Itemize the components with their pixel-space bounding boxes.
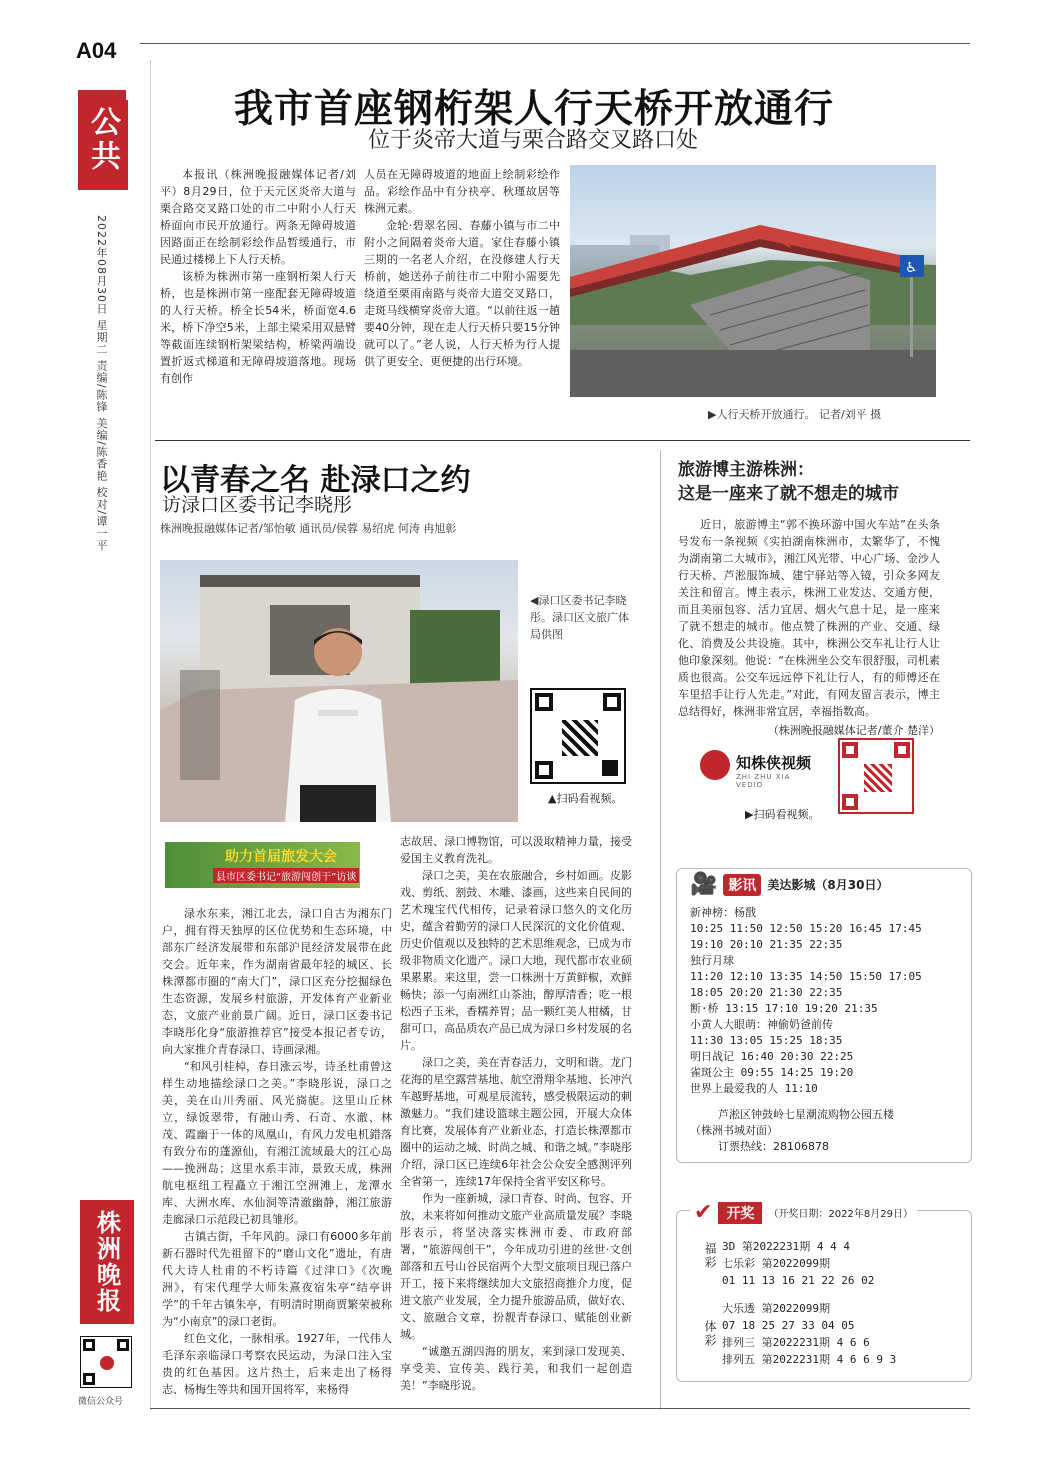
lottery-logo: 开奖 bbox=[718, 1202, 762, 1224]
paragraph: 渌水东来，湘江北去，渌口自古为湘东门户，拥有得天独厚的区位优势和生态环境，中部东广经济发展带和东部沪昆经济发展带在此交会。近年来，作为湖南省最年轻的城区、长株潭都市圈的“南大门”，渌口区充分挖掘绿色生态资源，发展乡村旅游，开发体育产业新业态，文旅产业前景广阔。近日，渌口区委书记李晓彤化身“旅游推荐官”接受本报记者专访，向大家推介青春渌口、诗画渌湘。 bbox=[162, 907, 392, 1056]
feature-col2 bbox=[400, 833, 632, 1394]
film-name: 独行月球 bbox=[690, 954, 734, 967]
cinema-header bbox=[690, 872, 888, 897]
portrait-caption: ◀渌口区委书记李晓彤。渌口区文旅广体局供图 bbox=[530, 594, 629, 641]
masthead-name: 株洲晚报 bbox=[92, 1210, 122, 1314]
lottery-line: 排列三 第2022231期 4 6 6 bbox=[722, 1336, 870, 1349]
film-times: 11:20 12:10 13:35 14:50 15:50 17:05 bbox=[690, 970, 922, 983]
film-camera-icon: 🎥 bbox=[690, 872, 718, 897]
paragraph: 红色文化，一脉相承。1927年，一代伟人毛泽东亲临渌口考察农民运动，为渌口注入宝贵的红色基因。这片热土，后来走出了杨得志、杨梅生等共和国开国将军，来杨得 bbox=[162, 1332, 392, 1396]
paragraph: 金轮·碧翠名园、春藤小镇与市二中附小之间隔着炎帝大道。家住春藤小镇三期的一名老人介绍，在没修建人行天桥前，她送孙子前往市二中附小需要先绕道至栗雨南路与炎帝大道交叉路口，走斑马线横穿炎帝大道。“以前往返一趟要40分钟，现在走人行天桥只要15分钟就可以了。”老人说，人行天桥为行人提供了更安全、更便捷的出行环境。 bbox=[364, 219, 560, 368]
lottery-line: 3D 第2022231期 4 4 4 bbox=[722, 1240, 850, 1253]
column-divider bbox=[660, 450, 661, 1410]
qr-code-travel[interactable] bbox=[838, 738, 914, 814]
header-rule bbox=[140, 43, 970, 44]
wechat-label: 微信公众号 bbox=[78, 1397, 124, 1407]
masthead-badge bbox=[80, 1200, 134, 1324]
subheadline: 位于炎帝大道与栗合路交叉路口处 bbox=[368, 128, 699, 153]
paragraph: 作为一座新城，渌口青春、时尚、包容、开放，未来将如何推动文旅产业高质量发展？李晓彤表示，将坚决落实株洲市委、市政府部署，“旅游闯创干”，今年成功引进的丝世·文创部落和五号山谷民宿两个大型文旅项目现已落户开工，接下来将继续加大文旅招商推介力度，促进文旅产业发展，全力提升旅游品质，做好农、文、旅融合文章，扮靓青春渌口、赋能创业新城。 bbox=[400, 1192, 632, 1341]
paragraph: 该桥为株洲市第一座钢桁架人行天桥，也是株洲市第一座配套无障碍坡道的人行天桥。桥全长54米，桥面宽4.6米，桥下净空5米，上部主梁采用双悬臂等截面连续钢桁架梁结构，桥梁两端设置折返式梯道和无障碍坡道落地。现场有创作 bbox=[160, 270, 356, 385]
headline: 我市首座钢桁架人行天桥开放通行 bbox=[234, 86, 835, 132]
svg-text:♿: ♿ bbox=[905, 260, 918, 276]
portrait-photo bbox=[160, 560, 518, 822]
bridge-photo bbox=[570, 165, 936, 397]
sports-results bbox=[722, 1300, 896, 1368]
film-name: 新神榜：杨戬 bbox=[690, 906, 756, 919]
travel-title-1: 旅游博主游株洲： bbox=[678, 460, 814, 480]
section-stripe bbox=[126, 100, 128, 190]
logo-pinyin: ZHI ZHU XIA VEDIO bbox=[736, 773, 791, 789]
cinema-hotline: 订票热线：28106878 bbox=[718, 1140, 829, 1153]
lottery-line: 排列五 第2022231期 4 6 6 9 3 bbox=[722, 1353, 897, 1366]
welfare-results bbox=[722, 1238, 874, 1289]
cinema-title: 美达影城（8月30日） bbox=[767, 878, 889, 892]
lottery-line: 01 11 13 16 21 22 26 02 bbox=[722, 1274, 875, 1287]
banner-subtitle: 县市区委书记“旅游闯创干”访谈 bbox=[213, 868, 359, 883]
paragraph: “诚邀五湖四海的朋友，来到渌口发现美、享受美、宣传美、践行美，和我们一起创造美！”李晓彤说。 bbox=[400, 1345, 632, 1392]
banner-title: 助力首届旅发大会 bbox=[225, 849, 337, 865]
section-badge bbox=[78, 90, 126, 190]
campaign-banner bbox=[165, 842, 360, 888]
film-times: 19:10 20:10 21:35 22:35 bbox=[690, 938, 843, 951]
paragraph: 近日，旅游博主“郭不换环游中国火车站”在头条号发布一条视频《实拍湖南株洲市，太繁华了，不愧为湖南第二大城市》，湘江风光带、中心广场、金沙人行天桥、芦淞服饰城、建宁驿站等入镜，引众多网友关注和留言。博主表示，株洲工业发达、交通方便，而且美丽包容、活力宜居、烟火气息十足，是一座来了就不想走的城市。他点赞了株洲的产业、交通、绿化、消费及公共设施。其中，株洲公交车礼让行人让他印象深刻。他说：“在株洲坐公交车很舒服，司机素质也很高。公交车远远停下礼让行人，有的师傅还在车里招手让行人先走。”对此，有网友留言表示，博主总结得好，株洲非常宜居，幸福指数高。 bbox=[678, 518, 940, 718]
section-divider bbox=[155, 440, 970, 441]
top-story-col2 bbox=[364, 166, 560, 370]
travel-qr-caption: ▶扫码看视频。 bbox=[745, 808, 820, 821]
paragraph: 本报讯（株洲晚报融媒体记者/刘平）8月29日，位于天元区炎帝大道与栗合路交叉路口处的市二中附小人行天桥面向市民开放通行。两条无障碍坡道因路面正在绘制彩绘作品暂缓通行，市民通过楼梯上下人行天桥。 bbox=[160, 168, 356, 266]
lottery-line: 07 18 25 27 33 04 05 bbox=[722, 1319, 855, 1332]
feature-col1 bbox=[162, 905, 392, 1398]
cinema-address: 芦淞区钟鼓岭七星潮流购物公园五楼 bbox=[718, 1108, 894, 1121]
lottery-line: 七乐彩 第2022099期 bbox=[722, 1257, 830, 1270]
photo-caption: ▶人行天桥开放通行。 记者/刘平 摄 bbox=[708, 408, 882, 421]
film-times: 世界上最爱我的人 11:10 bbox=[690, 1082, 818, 1095]
logo-text: 知株侠视频 bbox=[736, 754, 812, 772]
film-name: 小黄人大眼萌：神偷奶爸前传 bbox=[690, 1018, 833, 1031]
portrait-illustration bbox=[160, 560, 518, 822]
film-times: 明日战记 16:40 20:30 22:25 bbox=[690, 1050, 854, 1063]
cinema-logo: 影讯 bbox=[723, 874, 761, 896]
paragraph: 志故居、渌口博物馆，可以汲取精神力量，接受爱国主义教育洗礼。 bbox=[400, 835, 632, 865]
vertical-date-info: 2022年08月30日 星期二 责编/陈锋 美编/陈香艳 校对/谭一平 bbox=[95, 215, 108, 552]
cinema-address-note: （株洲书城对面） bbox=[690, 1124, 778, 1137]
zhizhuxia-logo bbox=[700, 750, 820, 789]
feature-byline: 株洲晚报融媒体记者/邹怡敏 通讯员/侯蓉 易绍虎 何涛 冉旭彰 bbox=[160, 522, 457, 535]
lottery-date: （开奖日期：2022年8月29日） bbox=[768, 1209, 913, 1220]
footer-rule bbox=[150, 1408, 970, 1409]
cinema-listings bbox=[690, 905, 966, 1097]
section-label: 公共 bbox=[85, 106, 120, 174]
wechat-qr-code[interactable] bbox=[80, 1336, 132, 1388]
film-times: 11:30 13:05 15:25 18:35 bbox=[690, 1034, 843, 1047]
page-number: A04 bbox=[76, 38, 117, 63]
feature-subtitle: 访渌口区委书记李晓彤 bbox=[162, 494, 353, 516]
paragraph: 人员在无障碍坡道的地面上绘制彩绘作品。彩绘作品中有分袂亭、秋瑾故居等株洲元素。 bbox=[364, 168, 560, 215]
paragraph: “和风引桂棹，春日涨云岑，诗圣杜甫曾这样生动地描绘渌口之美。”李晓彤说，渌口之美，美在山川秀丽、风光旖旎。这里山丘林立，绿饭翠带，有融山秀、石奇、水澈、林茂、霞幽于一体的凤凰山，有风力发电机錯落有致分布的蓬源仙，有湘江流域最大的江心岛——挽洲岛；这里水系丰沛，景致天成，株洲航电枢纽工程矗立于湘江空洲滩上，龙潭水库、大洲水库、水仙洞等清澈幽静，湘江旅游走廊渌口示范段已初具雏形。 bbox=[162, 1060, 392, 1226]
film-times: 断·桥 13:15 17:10 19:20 21:35 bbox=[690, 1002, 878, 1015]
film-times: 18:05 20:20 21:30 22:35 bbox=[690, 986, 843, 999]
feature-title: 以青春之名 赴渌口之约 bbox=[160, 463, 471, 498]
checkmark-icon: ✔ bbox=[694, 1200, 713, 1225]
lottery-line: 大乐透 第2022099期 bbox=[722, 1302, 830, 1315]
top-story-col1 bbox=[160, 166, 356, 387]
travel-title-2: 这是一座来了就不想走的城市 bbox=[678, 484, 899, 504]
paragraph: 古镇古街，千年风韵。渌口有6000多年前新石器时代先祖留下的“磨山文化”遗址，有唐代大诗人杜甫的不朽诗篇《过津口》《次晚洲》，有宋代理学大师朱熹夜宿朱亭“结亭讲学”的千年古镇朱亭，有明清时期商贾繁荣被称为“小南京”的渌口老街。 bbox=[162, 1230, 392, 1328]
paragraph: 渌口之美，美在农旅融合，乡村如画。皮影戏、剪纸、割鼓、木雕、漆画，这些来自民间的艺术瑰宝代代相传，记录着渌口悠久的文化历史，蕴含着勤劳的渌口人民深沉的文化价值观、历史价值观以及独特的艺术思维观念，已成为市级非物质文化遗产。渌口大地，现代都市农业硕果累累。来这里，尝一口株洲十万黄鲜椒，欢鲜畅快；添一勺南洲红山茶油，醇厚清香；吃一根松西子玉米，香糯养胃；品一颗红美人柑橘，甘甜可口，高品质农产品已成为渌口乡村发展的名片。 bbox=[400, 869, 632, 1052]
qr-caption: ▲扫码看视频。 bbox=[548, 792, 623, 805]
travel-body bbox=[678, 516, 940, 738]
qr-code-video[interactable] bbox=[530, 688, 626, 784]
paragraph: 渌口之美，美在青春活力，文明和谐。龙门花海的星空露营基地、航空滑翔伞基地、长冲汽车越野基地，可观星辰流转，感受极限运动的刺激魅力。“我们建设篮球主题公园，开展大众体育比赛，发展体育产业新业态，打造长株潭都市圈中的运动之城、时尚之城、和谐之城。”李晓彤介绍，渌口区已连续6年社会公众安全感测评列全省第一，连续17年保持全省平安区称号。 bbox=[400, 1056, 632, 1188]
left-margin-rule bbox=[150, 60, 151, 1410]
lottery-header bbox=[690, 1200, 917, 1225]
welfare-label: 福彩 bbox=[703, 1242, 717, 1270]
logo-mark bbox=[700, 750, 730, 780]
sports-label: 体彩 bbox=[703, 1320, 717, 1348]
film-times: 雀斑公主 09:55 14:25 19:20 bbox=[690, 1066, 854, 1079]
travel-credit: （株洲晚报融媒体记者/董介 楚洋） bbox=[767, 724, 940, 737]
film-times: 10:25 11:50 12:50 15:20 16:45 17:45 bbox=[690, 922, 922, 935]
bridge-illustration bbox=[570, 165, 936, 397]
